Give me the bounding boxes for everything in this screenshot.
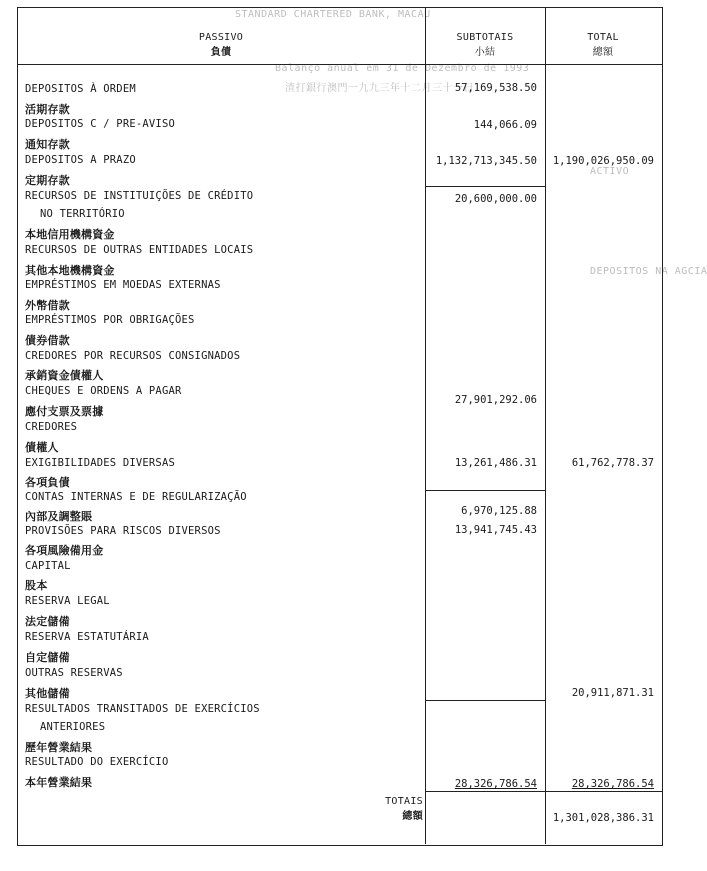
row-label-zh: 其他本地機構資金 xyxy=(25,264,115,277)
subtotal-value: 6,970,125.88 xyxy=(461,505,537,517)
row-label: RESERVA ESTATUTÁRIA xyxy=(25,631,149,643)
row-label: RECURSOS DE INSTITUIÇÕES DE CRÉDITO xyxy=(25,190,254,202)
row-label: RESULTADOS TRANSITADOS DE EXERCÍCIOS xyxy=(25,703,260,715)
row-label-zh: 自定儲備 xyxy=(25,651,70,664)
row-label-zh: 其他儲備 xyxy=(25,687,70,700)
row-label: RESULTADO DO EXERCÍCIO xyxy=(25,756,169,768)
total-value: 1,190,026,950.09 xyxy=(552,155,654,167)
row-label: EMPRÉSTIMOS EM MOEDAS EXTERNAS xyxy=(25,279,221,291)
row-label: PROVISÕES PARA RISCOS DIVERSOS xyxy=(25,525,221,537)
row-label-zh: 外幣借款 xyxy=(25,299,70,312)
row-label: DEPOSITOS A PRAZO xyxy=(25,154,136,166)
row-label-zh: 應付支票及票據 xyxy=(25,405,104,418)
header-passivo-pt: PASSIVO xyxy=(198,32,244,43)
row-label-zh: 各項風險備用金 xyxy=(25,544,104,557)
section-rule xyxy=(425,490,545,491)
totais-label-pt: TOTAIS xyxy=(385,796,423,807)
row-label-zh: 定期存款 xyxy=(25,174,70,187)
bleed-through-text: ACTIVO xyxy=(590,166,630,177)
header-rule xyxy=(17,64,662,65)
subtotal-value: 57,169,538.50 xyxy=(454,82,537,94)
subtotal-value: 13,261,486.31 xyxy=(454,457,537,469)
column-divider xyxy=(425,7,426,844)
row-label-zh: 通知存款 xyxy=(25,138,70,151)
row-label-zh: 歷年營業結果 xyxy=(25,741,93,754)
bleed-through-text: 渣打銀行澳門一九九三年十二月三十一日 xyxy=(285,83,474,94)
section-rule xyxy=(425,791,662,792)
bleed-through-text: Balanço anual em 31 de Dezembro de 1993 xyxy=(275,63,530,74)
row-label: DEPOSITOS C / PRE-AVISO xyxy=(25,118,175,130)
row-label: CHEQUES E ORDENS A PAGAR xyxy=(25,385,182,397)
row-label: CREDORES POR RECURSOS CONSIGNADOS xyxy=(25,350,241,362)
section-rule xyxy=(425,186,545,187)
header-passivo-zh: 負債 xyxy=(210,47,232,58)
row-label: CAPITAL xyxy=(25,560,71,572)
section-rule xyxy=(425,700,545,701)
row-label: EMPRÉSTIMOS POR OBRIGAÇÕES xyxy=(25,314,195,326)
header-total-zh: 總額 xyxy=(592,47,614,58)
total-value: 28,326,786.54 xyxy=(571,778,654,790)
table-frame xyxy=(17,7,663,846)
row-label-zh: 債券借款 xyxy=(25,334,70,347)
row-label: RESERVA LEGAL xyxy=(25,595,110,607)
row-label-zh: 內部及調整賬 xyxy=(25,510,93,523)
totais-label xyxy=(365,794,423,824)
row-label-zh: 本年營業結果 xyxy=(25,776,93,789)
header-subtotais-pt: SUBTOTAIS xyxy=(456,32,514,43)
subtotal-value: 1,132,713,345.50 xyxy=(435,155,537,167)
header-total xyxy=(545,30,661,60)
total-value: 61,762,778.37 xyxy=(571,457,654,469)
row-label: ANTERIORES xyxy=(40,721,106,733)
row-label-zh: 債權人 xyxy=(25,441,59,454)
row-label: EXIGIBILIDADES DIVERSAS xyxy=(25,457,175,469)
row-label: CREDORES xyxy=(25,421,78,433)
totais-label-zh: 總額 xyxy=(402,811,423,822)
header-total-pt: TOTAL xyxy=(587,32,619,43)
subtotal-value: 13,941,745.43 xyxy=(454,524,537,536)
grand-total-value: 1,301,028,386.31 xyxy=(552,812,654,824)
row-label: RECURSOS DE OUTRAS ENTIDADES LOCAIS xyxy=(25,244,254,256)
row-label-zh: 活期存款 xyxy=(25,103,70,116)
header-subtotais-zh: 小結 xyxy=(474,47,496,58)
row-label-zh: 各項負債 xyxy=(25,476,70,489)
row-label-zh: 承銷資金債權人 xyxy=(25,369,104,382)
row-label-zh: 股本 xyxy=(25,579,48,592)
row-label-zh: 法定儲備 xyxy=(25,615,70,628)
column-divider xyxy=(545,7,546,844)
bleed-through-text: STANDARD CHARTERED BANK, MACAU xyxy=(235,9,431,20)
subtotal-value: 144,066.09 xyxy=(473,119,537,131)
subtotal-value: 28,326,786.54 xyxy=(454,778,537,790)
header-subtotais xyxy=(425,30,545,60)
row-label: CONTAS INTERNAS E DE REGULARIZAÇÃO xyxy=(25,491,247,503)
subtotal-value: 20,600,000.00 xyxy=(454,193,537,205)
bleed-through-text: DEPOSITOS NA AGCIA xyxy=(590,266,707,277)
row-label: OUTRAS RESERVAS xyxy=(25,667,123,679)
row-label: DEPOSITOS À ORDEM xyxy=(25,83,136,95)
total-value: 20,911,871.31 xyxy=(571,687,654,699)
row-label-zh: 本地信用機構資金 xyxy=(25,228,115,241)
subtotal-value: 27,901,292.06 xyxy=(454,394,537,406)
header-passivo xyxy=(17,30,425,60)
row-label: NO TERRITÓRIO xyxy=(40,208,125,220)
